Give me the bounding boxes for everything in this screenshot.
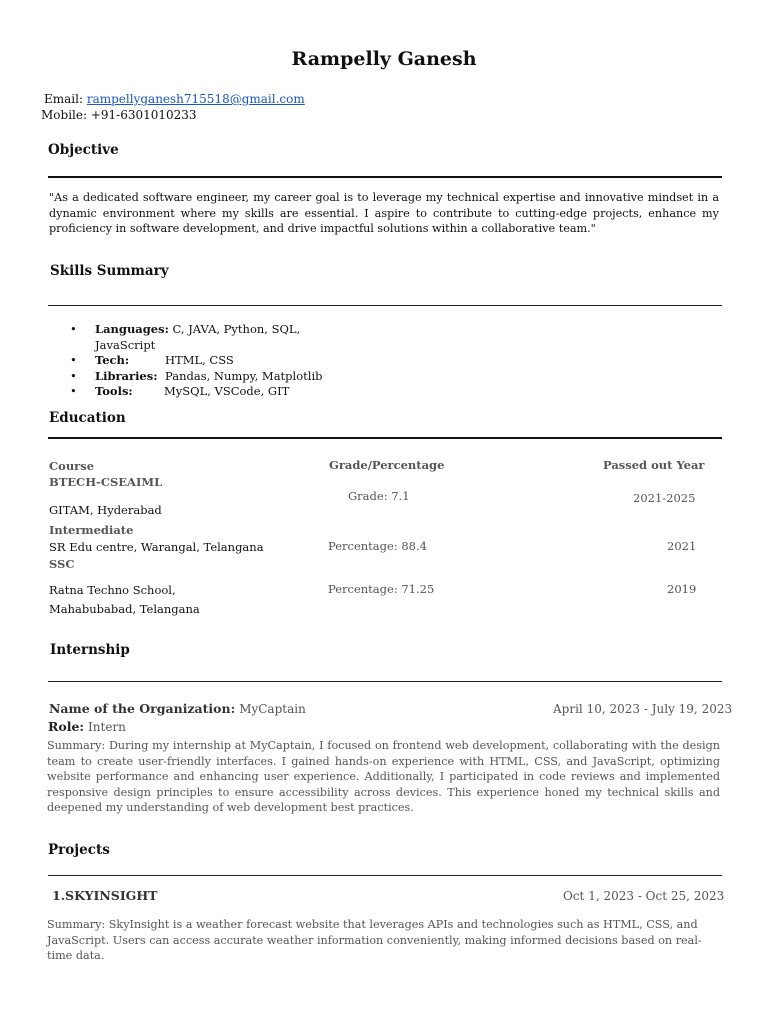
role-value: Intern (88, 720, 126, 734)
mobile-value: +91-6301010233 (90, 108, 197, 122)
objective-heading: Objective (48, 142, 119, 158)
project-dates: Oct 1, 2023 - Oct 25, 2023 (563, 889, 725, 903)
edu-institution: Ratna Techno School, (49, 583, 176, 597)
edu-institution-cont: Mahabubabad, Telangana (49, 602, 200, 616)
skills-heading: Skills Summary (50, 263, 169, 279)
skill-item-tech (70, 353, 323, 369)
project-summary: Summary: SkyInsight is a weather forecast website that leverages APIs and technologies such as HTML, CSS, and JavaScript. Users can access accurate weather information conveniently, making informed decisions based on real-time data. (47, 918, 702, 962)
edu-year: 2021 (667, 539, 697, 553)
skill-value-cont: JavaScript (95, 337, 156, 352)
project-title: 1.SKYINSIGHT (52, 888, 158, 903)
edu-year: 2021-2025 (633, 491, 696, 505)
edu-institution: SR Edu centre, Warangal, Telangana (49, 540, 264, 554)
edu-level: SSC (49, 557, 75, 571)
skill-item-languages (70, 322, 323, 353)
internship-summary: Summary: During my internship at MyCaptain, I focused on frontend web development, collaborating with the design team to create user-friendly interfaces. I gained hands-on experience with HTML, CSS, and JavaScript, optimizing website performance and enhancing user experience. Additionally, I participated in code reviews and implemented responsive design principles to ensure accessibility across devices. This experience honed my technical skills and deepened my understanding of web development best practices. (47, 739, 720, 814)
skill-item-libraries (70, 369, 323, 385)
edu-grade: Percentage: 71.25 (328, 582, 435, 596)
projects-divider (48, 875, 722, 876)
col-header-year: Passed out Year (603, 458, 705, 472)
resume-name: Rampelly Ganesh (291, 48, 477, 70)
org-line (49, 701, 306, 716)
internship-dates: April 10, 2023 - July 19, 2023 (553, 702, 733, 716)
col-header-course: Course (49, 459, 95, 473)
mobile-label: Mobile: (41, 108, 88, 122)
objective-text: "As a dedicated software engineer, my career goal is to leverage my technical expertise and innovative mindset in a dynamic environment where my skills are essential. I aspire to contribute to cutting-edge projects, enhance my proficiency in software development, and drive impactful solutions within a collaborative team." (49, 191, 719, 235)
role-label: Role: (48, 719, 85, 734)
education-heading: Education (49, 410, 126, 426)
email-line (44, 92, 305, 106)
education-divider (48, 437, 722, 439)
role-line (48, 719, 126, 734)
skill-label: Libraries: (95, 368, 158, 383)
skills-list (70, 322, 323, 400)
edu-year: 2019 (667, 582, 697, 596)
email-link[interactable]: rampellyganesh715518@gmail.com (86, 92, 305, 106)
skill-value: C, JAVA, Python, SQL, (172, 322, 301, 336)
skill-value: Pandas, Numpy, Matplotlib (165, 368, 323, 383)
internship-divider (48, 681, 722, 682)
edu-level: Intermediate (49, 523, 134, 537)
skill-item-tools (70, 384, 323, 400)
edu-institution: GITAM, Hyderabad (49, 503, 162, 517)
edu-level: BTECH-CSEAIML (49, 475, 163, 489)
col-header-grade: Grade/Percentage (329, 458, 445, 472)
objective-divider (48, 176, 722, 178)
skills-divider (48, 305, 722, 306)
skill-label: Tech: (95, 353, 130, 367)
skill-value: MySQL, VSCode, GIT (164, 384, 290, 398)
internship-heading: Internship (50, 642, 130, 658)
skill-label: Tools: (95, 384, 133, 398)
org-label: Name of the Organization: (49, 701, 236, 716)
edu-grade: Grade: 7.1 (348, 489, 410, 503)
org-value: MyCaptain (239, 702, 306, 716)
edu-grade: Percentage: 88.4 (328, 539, 427, 553)
skill-value: HTML, CSS (165, 353, 234, 367)
mobile-line (41, 108, 197, 122)
skill-label: Languages: (95, 322, 169, 336)
projects-heading: Projects (48, 842, 110, 858)
email-label: Email: (44, 92, 84, 106)
